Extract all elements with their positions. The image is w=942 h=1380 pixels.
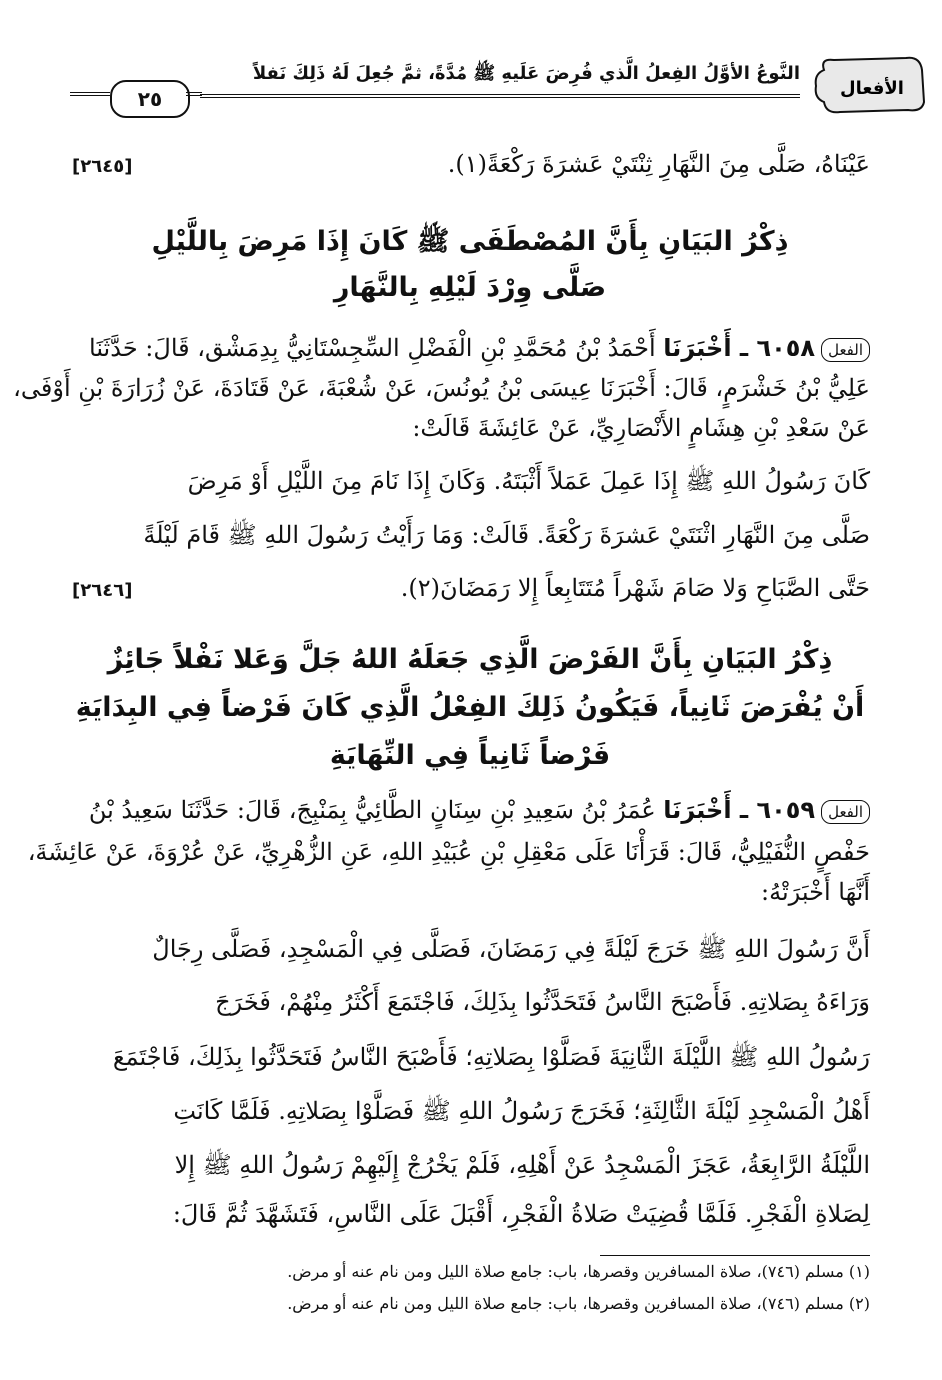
text-line: حَتَّى الصَّبَاحِ وَلا صَامَ شَهْراً مُتَتَابِعاً إِلا رَمَضَانَ(٢). — [400, 574, 870, 602]
reference-number: [٢٦٤٦] — [72, 580, 133, 601]
section-heading: ذِكْرُ البَيَانِ بِأَنَّ المُصْطَفَى ﷺ كَانَ إِذَا مَرِضَ بِاللَّيْلِ — [151, 226, 789, 257]
text-line: عَلِيُّ بْنُ خَشْرَمٍ، قَالَ: أَخْبَرَنَا عِيسَى بْنُ يُونُسَ، عَنْ شُعْبَةَ، عَنْ قَتَادَةَ، عَنْ زُرَارَةَ بْنِ أَوْفَى، — [13, 374, 870, 402]
text-line: عَيْنَاهُ، صَلَّى مِنَ النَّهَارِ ثِنْتَيْ عَشرَةَ رَكْعَةً(١). — [447, 150, 870, 178]
section-heading: أَنْ يُفْرَضَ ثَانِياً، فَيَكُونُ ذَلِكَ الفِعْلُ الَّذِي كَانَ فَرْضاً فِي البِدَايَةِ — [75, 692, 865, 723]
reference-number: [٢٦٤٥] — [72, 156, 133, 177]
hadith-tag: الفعل — [821, 338, 870, 362]
section-heading: فَرْضاً ثَانِياً فِي النِّهَايَةِ — [329, 740, 611, 771]
isnad-text: عُمَرُ بْنُ سَعِيدِ بْنِ سِنَانٍ الطَّائِيُّ بِمَنْبِجَ، قَالَ: حَدَّثَنَا سَعِيدُ بْنُ — [88, 796, 656, 824]
hadith-isnad-line — [89, 334, 870, 362]
footnote: (٢) مسلم (٧٤٦)، صلاة المسافرين وقصرها، باب: جامع صلاة الليل ومن نام عنه أو مرض. — [287, 1294, 870, 1313]
text-line: أَنَّهَا أَخْبَرَتْهُ: — [761, 878, 870, 906]
section-heading: ذِكْرُ البَيَانِ بِأَنَّ الفَرْضَ الَّذِي جَعَلَهُ اللهُ جَلَّ وَعَلا نَفْلاً جَائِزٌ — [107, 644, 833, 675]
text-line: لِصَلاةِ الْفَجْرِ. فَلَمَّا قُضِيَتْ صَلاةُ الْفَجْرِ، أَقْبَلَ عَلَى النَّاسِ، فَتَشَهَّدَ ثُمَّ قَالَ: — [172, 1200, 870, 1228]
text-line: حَفْصٍ النُّفَيْلِيُّ، قَالَ: قَرَأْنَا عَلَى مَعْقِلِ بْنِ عُبَيْدِ اللهِ، عَنِ الزُّهْرِيِّ، عَنْ عُرْوَةَ، عَنْ عَائِشَةَ، — [27, 838, 870, 866]
header-rule — [200, 94, 800, 98]
hadith-tag: الفعل — [821, 800, 870, 824]
puzzle-badge-icon — [810, 52, 930, 116]
text-line: رَسُولُ اللهِ ﷺ اللَّيْلَةَ الثَّانِيَةَ فَصَلَّوْا بِصَلاتِهِ؛ فَأَصْبَحَ النَّاسُ فَتَحَدَّثُوا بِذَلِكَ، فَاجْتَمَعَ — [112, 1043, 870, 1071]
badge-label: الأفعال — [840, 78, 904, 99]
isnad-text: أَحْمَدُ بْنُ مُحَمَّدِ بْنِ الْفَضْلِ السِّجِسْتَانِيُّ بِدِمَشْق، قَالَ: حَدَّثَنَا — [89, 334, 656, 362]
footnote: (١) مسلم (٧٤٦)، صلاة المسافرين وقصرها، باب: جامع صلاة الليل ومن نام عنه أو مرض. — [287, 1262, 870, 1281]
text-line: كَانَ رَسُولُ اللهِ ﷺ إِذَا عَمِلَ عَمَلاً أَثْبَتَهُ. وَكَانَ إِذَا نَامَ مِنَ اللَّيْلِ أَوْ مَرِضَ — [187, 467, 870, 495]
page-header — [70, 52, 930, 122]
hadith-number: ٦٠٥٨ ـ أَخْبَرَنَا — [663, 334, 816, 362]
hadith-number: ٦٠٥٩ ـ أَخْبَرَنَا — [663, 796, 816, 824]
text-line: أَهْلُ الْمَسْجِدِ لَيْلَةَ الثَّالِثَةِ؛ فَخَرَجَ رَسُولُ اللهِ ﷺ فَصَلَّوْا بِصَلاتِهِ. فَلَمَّا كَانَتِ — [173, 1097, 870, 1125]
header-rule-left — [70, 92, 110, 96]
text-line: عَنْ سَعْدِ بْنِ هِشَامٍ الأَنْصَارِيِّ، عَنْ عَائِشَةَ قَالَتْ: — [412, 414, 870, 442]
page-number: ٢٥ — [110, 80, 190, 118]
text-line: صَلَّى مِنَ النَّهَارِ اثْنَتَيْ عَشرَةَ رَكْعَةً. قَالَتْ: وَمَا رَأَيْتُ رَسُولَ اللهِ ﷺ قَامَ لَيْلَةً — [143, 521, 870, 549]
section-badge — [810, 52, 930, 116]
text-line: اللَّيْلَةُ الرَّابِعَةُ، عَجَزَ الْمَسْجِدُ عَنْ أَهْلِهِ، فَلَمْ يَخْرُجْ إِلَيْهِمْ رَسُولُ اللهِ ﷺ إِلا — [174, 1151, 870, 1179]
running-title: النَّوعُ الأوَّلُ الفِعلُ الَّذي فُرِضَ عَلَيهِ ﷺ مُدَّةً، ثمَّ جُعِلَ لَهُ ذَلِكَ نَفلاً — [252, 63, 800, 84]
text-line: أَنَّ رَسُولَ اللهِ ﷺ خَرَجَ لَيْلَةً فِي رَمَضَانَ، فَصَلَّى فِي الْمَسْجِدِ، فَصَلَّى رِجَالٌ — [152, 935, 870, 963]
section-heading: صَلَّى وِرْدَ لَيْلِهِ بِالنَّهَارِ — [333, 272, 607, 303]
text-line: وَرَاءَهُ بِصَلاتِهِ. فَأَصْبَحَ النَّاسُ فَتَحَدَّثُوا بِذَلِكَ، فَاجْتَمَعَ أَكْثَرُ مِنْهُمْ، فَخَرَجَ — [215, 988, 870, 1016]
footnote-separator — [600, 1255, 870, 1256]
hadith-isnad-line — [89, 796, 870, 824]
